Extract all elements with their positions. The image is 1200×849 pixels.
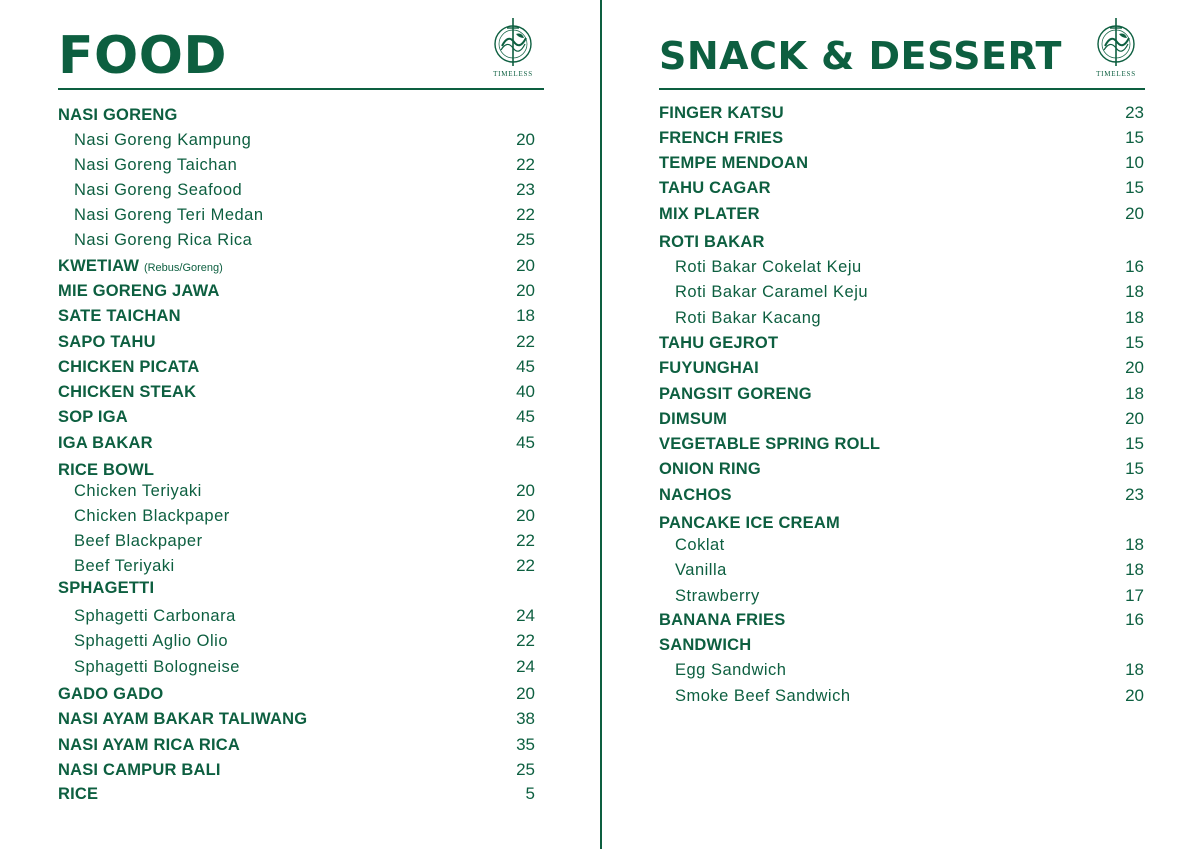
- menu-item-price: 22: [516, 631, 535, 650]
- menu-item-label: CHICKEN STEAK: [58, 383, 197, 401]
- menu-item-price: 45: [516, 407, 535, 426]
- menu-item-price: 23: [516, 180, 535, 199]
- logo-wordmark: TIMELESS: [1096, 70, 1136, 78]
- menu-item: [659, 609, 1144, 631]
- menu-item: [58, 759, 535, 781]
- menu-item: [659, 512, 1144, 534]
- menu-item-label: VEGETABLE SPRING ROLL: [659, 435, 881, 453]
- menu-item: [659, 102, 1144, 124]
- title-divider: [58, 88, 544, 90]
- menu-item-label: MIX PLATER: [659, 205, 760, 223]
- menu-item: [659, 332, 1144, 354]
- menu-item-price: 40: [516, 382, 535, 401]
- menu-item-name: [659, 332, 778, 354]
- menu-item-label: KWETIAW: [58, 257, 140, 275]
- menu-item-name: [659, 177, 771, 199]
- menu-item-label: TAHU GEJROT: [659, 334, 779, 352]
- menu-subitem: [659, 281, 1144, 303]
- menu-item-name: [659, 152, 808, 174]
- menu-item-price: 22: [516, 332, 535, 351]
- menu-item-label: RICE BOWL: [58, 461, 155, 479]
- menu-item-name: [659, 408, 727, 430]
- menu-subitem: [58, 154, 535, 176]
- menu-item-price: 16: [1125, 610, 1144, 629]
- menu-subitem: [659, 659, 1144, 681]
- menu-item-name: [659, 231, 765, 253]
- menu-item-label: Coklat: [675, 536, 725, 554]
- menu-item-label: BANANA FRIES: [659, 611, 786, 629]
- menu-subitem: [659, 585, 1144, 607]
- menu-item-name: [74, 505, 230, 527]
- menu-item-label: DIMSUM: [659, 410, 728, 428]
- menu-subitem: [58, 656, 535, 678]
- menu-item-price: 16: [1125, 257, 1144, 276]
- menu-item-price: 18: [1125, 282, 1144, 301]
- menu-item-price: 20: [516, 281, 535, 300]
- menu-item-label: Sphagetti Carbonara: [74, 607, 236, 625]
- menu-item-price: 17: [1125, 586, 1144, 605]
- menu-item-label: FUYUNGHAI: [659, 359, 759, 377]
- menu-item-name: [58, 734, 240, 756]
- menu-item: [659, 231, 1144, 253]
- menu-item-price: 15: [1125, 434, 1144, 453]
- menu-item-label: Smoke Beef Sandwich: [675, 687, 851, 705]
- menu-item-price: 20: [516, 684, 535, 703]
- menu-subitem: [659, 256, 1144, 278]
- menu-item-name: [74, 179, 242, 201]
- menu-item-price: 23: [1125, 103, 1144, 122]
- menu-item-price: 20: [516, 130, 535, 149]
- menu-item-label: Sphagetti Aglio Olio: [74, 632, 229, 650]
- menu-item-price: 22: [516, 531, 535, 550]
- snack-page: [602, 0, 1200, 849]
- menu-item-label: PANCAKE ICE CREAM: [659, 514, 840, 532]
- menu-item: [659, 408, 1144, 430]
- brand-emblem-icon: [1091, 16, 1141, 70]
- menu-item-price: 38: [516, 709, 535, 728]
- menu-item-name: [74, 630, 228, 652]
- menu-item-name: [659, 634, 751, 656]
- menu-item-label: Chicken Blackpaper: [74, 507, 230, 525]
- menu-item-price: 20: [516, 506, 535, 525]
- menu-item-name: [74, 129, 251, 151]
- menu-item-price: 22: [516, 556, 535, 575]
- menu-item-label: Vanilla: [675, 561, 727, 579]
- menu-item: [58, 432, 535, 454]
- menu-item: [58, 305, 535, 327]
- menu-item: [659, 203, 1144, 225]
- menu-subitem: [58, 480, 535, 502]
- menu-subitem: [58, 179, 535, 201]
- menu-item: [659, 634, 1144, 656]
- menu-item-price: 18: [516, 306, 535, 325]
- menu-item-label: MIE GORENG JAWA: [58, 282, 220, 300]
- timeless-logo: [488, 16, 538, 82]
- menu-item-price: 35: [516, 735, 535, 754]
- snack-title: SNACK & DESSERT: [659, 34, 1062, 78]
- menu-item-name: [659, 383, 812, 405]
- menu-item-label: Beef Teriyaki: [74, 557, 175, 575]
- menu-subitem: [58, 229, 535, 251]
- timeless-logo: [1091, 16, 1141, 82]
- menu-subitem: [58, 555, 535, 577]
- menu-item-label: GADO GADO: [58, 685, 164, 703]
- menu-item-price: 5: [525, 784, 535, 803]
- menu-item-name: [58, 708, 307, 730]
- menu-item-label: Strawberry: [675, 587, 760, 605]
- menu-item-label: Egg Sandwich: [675, 661, 787, 679]
- menu-item: [58, 331, 535, 353]
- menu-item-name: [74, 656, 240, 678]
- menu-subitem: [659, 559, 1144, 581]
- menu-item-label: SOP IGA: [58, 408, 128, 426]
- menu-item-label: Nasi Goreng Teri Medan: [74, 206, 264, 224]
- menu-item-name: [659, 203, 760, 225]
- menu-item-price: 20: [1125, 358, 1144, 377]
- menu-item: [659, 127, 1144, 149]
- menu-item: [58, 406, 535, 428]
- title-divider: [659, 88, 1145, 90]
- menu-item-label: ROTI BAKAR: [659, 233, 765, 251]
- menu-item-name: [74, 480, 202, 502]
- menu-item-label: Nasi Goreng Taichan: [74, 156, 238, 174]
- menu-item-name: [675, 281, 868, 303]
- menu-item: [58, 356, 535, 378]
- food-title: FOOD: [58, 26, 228, 86]
- menu-item-label: ONION RING: [659, 460, 761, 478]
- menu-item: [58, 683, 535, 705]
- menu-item-label: NASI GORENG: [58, 106, 178, 124]
- menu-item-price: 20: [1125, 204, 1144, 223]
- menu-item-name: [74, 204, 264, 226]
- menu-item: [58, 381, 535, 403]
- menu-item: [659, 357, 1144, 379]
- menu-item-name: [74, 555, 175, 577]
- menu-item-price: 18: [1125, 384, 1144, 403]
- menu-item-name: [58, 577, 154, 599]
- menu-item-label: NASI AYAM RICA RICA: [58, 736, 240, 754]
- menu-item-label: Nasi Goreng Kampung: [74, 131, 252, 149]
- menu-item-name: [58, 783, 98, 805]
- menu-item-price: 18: [1125, 560, 1144, 579]
- menu-item-price: 20: [516, 481, 535, 500]
- menu-item-name: [675, 256, 862, 278]
- menu-item-price: 20: [1125, 686, 1144, 705]
- menu-item-label: Nasi Goreng Rica Rica: [74, 231, 253, 249]
- menu-subitem: [659, 685, 1144, 707]
- menu-item: [58, 255, 535, 277]
- menu-item-name: [659, 609, 785, 631]
- menu-item-label: Sphagetti Bologneise: [74, 658, 240, 676]
- menu-item-name: [675, 685, 851, 707]
- menu-item-label: Roti Bakar Caramel Keju: [675, 283, 869, 301]
- menu-item-price: 25: [516, 230, 535, 249]
- menu-item-price: 24: [516, 606, 535, 625]
- menu-item-name: [659, 458, 761, 480]
- menu-subitem: [58, 204, 535, 226]
- menu-item-label: Beef Blackpaper: [74, 532, 203, 550]
- menu-item-name: [74, 530, 203, 552]
- menu-item-name: [74, 154, 237, 176]
- brand-emblem-icon: [488, 16, 538, 70]
- menu-item-price: 15: [1125, 333, 1144, 352]
- menu-item: [58, 104, 535, 126]
- menu-subitem: [58, 630, 535, 652]
- menu-item: [659, 484, 1144, 506]
- menu-item-name: [58, 104, 178, 126]
- menu-item: [659, 458, 1144, 480]
- menu-item-price: 20: [1125, 409, 1144, 428]
- menu-item: [58, 783, 535, 805]
- menu-item-name: [659, 512, 840, 534]
- menu-item-name: [659, 357, 759, 379]
- menu-item-price: 24: [516, 657, 535, 676]
- menu-item-price: 20: [516, 256, 535, 275]
- menu-item-name: [659, 433, 880, 455]
- menu-item-note: (Rebus/Goreng): [143, 262, 223, 274]
- menu-item-label: IGA BAKAR: [58, 434, 153, 452]
- menu-item-label: RICE: [58, 785, 99, 803]
- menu-item: [58, 280, 535, 302]
- menu-item-name: [58, 280, 220, 302]
- menu-item-price: 22: [516, 205, 535, 224]
- menu-item-label: FINGER KATSU: [659, 104, 784, 122]
- menu-item-name: [58, 255, 223, 279]
- menu-subitem: [58, 129, 535, 151]
- menu-item-price: 23: [1125, 485, 1144, 504]
- menu-item-name: [659, 102, 784, 124]
- menu-item-label: NASI CAMPUR BALI: [58, 761, 221, 779]
- menu-item-name: [74, 605, 236, 627]
- menu-item-name: [675, 559, 727, 581]
- menu-item-price: 15: [1125, 178, 1144, 197]
- menu-item-name: [659, 484, 732, 506]
- menu-item-name: [659, 127, 783, 149]
- menu-item-price: 22: [516, 155, 535, 174]
- menu-subitem: [58, 505, 535, 527]
- menu-item-label: Nasi Goreng Seafood: [74, 181, 243, 199]
- menu-item-name: [675, 307, 821, 329]
- menu-item-label: SAPO TAHU: [58, 333, 156, 351]
- menu-item-name: [58, 356, 200, 378]
- menu-item-name: [74, 229, 252, 251]
- menu-item-label: CHICKEN PICATA: [58, 358, 200, 376]
- menu-item: [58, 577, 535, 599]
- menu-item-label: NASI AYAM BAKAR TALIWANG: [58, 710, 308, 728]
- menu-item-label: TAHU CAGAR: [659, 179, 771, 197]
- menu-item-name: [675, 585, 760, 607]
- menu-item: [659, 383, 1144, 405]
- menu-subitem: [659, 534, 1144, 556]
- menu-item-price: 10: [1125, 153, 1144, 172]
- menu-subitem: [58, 530, 535, 552]
- menu-item: [659, 152, 1144, 174]
- menu-item-label: SATE TAICHAN: [58, 307, 181, 325]
- menu-item-name: [58, 759, 221, 781]
- menu-item-label: Roti Bakar Cokelat Keju: [675, 258, 862, 276]
- menu-item-price: 15: [1125, 459, 1144, 478]
- menu-item-price: 18: [1125, 308, 1144, 327]
- menu-item-label: Chicken Teriyaki: [74, 482, 202, 500]
- menu-item-price: 18: [1125, 535, 1144, 554]
- logo-wordmark: TIMELESS: [493, 70, 533, 78]
- menu-item-price: 45: [516, 433, 535, 452]
- menu-item-name: [675, 534, 725, 556]
- menu-item-price: 25: [516, 760, 535, 779]
- menu-item-name: [58, 406, 128, 428]
- menu-item-name: [58, 305, 181, 327]
- menu-item: [58, 708, 535, 730]
- menu-item-label: SPHAGETTI: [58, 579, 155, 597]
- menu-item-label: TEMPE MENDOAN: [659, 154, 809, 172]
- menu-item: [659, 177, 1144, 199]
- menu-item: [58, 459, 535, 481]
- menu-item-label: PANGSIT GORENG: [659, 385, 812, 403]
- menu-item-label: NACHOS: [659, 486, 732, 504]
- menu-item-price: 15: [1125, 128, 1144, 147]
- menu-item-price: 45: [516, 357, 535, 376]
- menu-item-name: [58, 331, 156, 353]
- menu-item-label: SANDWICH: [659, 636, 752, 654]
- menu-item: [58, 734, 535, 756]
- menu-item: [659, 433, 1144, 455]
- menu-item-price: 18: [1125, 660, 1144, 679]
- menu-item-label: FRENCH FRIES: [659, 129, 784, 147]
- menu-item-name: [58, 432, 153, 454]
- menu-item-label: Roti Bakar Kacang: [675, 309, 822, 327]
- menu-item-name: [675, 659, 787, 681]
- menu-subitem: [659, 307, 1144, 329]
- menu-subitem: [58, 605, 535, 627]
- menu-item-name: [58, 381, 196, 403]
- menu-item-name: [58, 459, 154, 481]
- menu-item-name: [58, 683, 163, 705]
